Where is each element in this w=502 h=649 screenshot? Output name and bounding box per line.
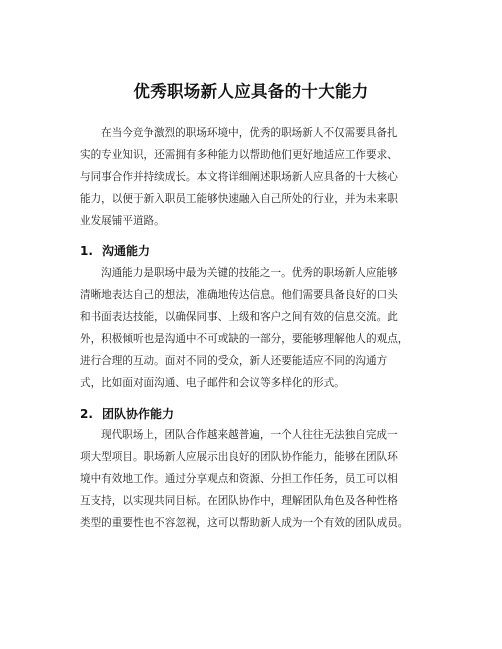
section-number: 1. [80, 244, 93, 258]
paragraph-line: 在当今竞争激烈的职场环境中，优秀的职场新人不仅需要具备扎 [101, 127, 398, 139]
paragraph-line: 进行合理的互动。面对不同的受众，新人还要能适应不同的沟通方 [80, 355, 388, 367]
paragraph-line: 和书面表达技能，以确保同事、上级和客户之间有效的信息交流。此 [80, 311, 398, 323]
paragraph-line: 境中有效地工作。通过分享观点和资源、分担工作任务，员工可以相 [80, 473, 398, 485]
paragraph-line: 沟通能力是职场中最为关键的技能之一。优秀的职场新人应能够 [101, 267, 398, 279]
paragraph-line: 实的专业知识，还需拥有多种能力以帮助他们更好地适应工作要求、 [80, 149, 398, 161]
section-paragraph-communication [80, 262, 440, 394]
section-number: 2. [80, 407, 93, 421]
section-paragraph-teamwork [80, 424, 440, 534]
section-title: 沟通能力 [102, 244, 151, 258]
paragraph-line: 与同事合作并持续成长。本文将详细阐述职场新人应具备的十大核心 [80, 171, 398, 183]
paragraph-line: 互支持，以实现共同目标。在团队协作中，理解团队角色及各种性格 [80, 495, 398, 507]
section-title: 团队协作能力 [102, 407, 175, 421]
paragraph-line: 外，积极倾听也是沟通中不可或缺的一部分，要能够理解他人的观点， [80, 333, 409, 345]
paragraph-line: 现代职场上，团队合作越来越普遍，一个人往往无法独自完成一 [101, 429, 398, 441]
intro-paragraph [80, 122, 440, 232]
page-title: 优秀职场新人应具备的十大能力 [133, 82, 369, 101]
paragraph-line: 业发展铺平道路。 [80, 215, 165, 227]
paragraph-line: 式，比如面对面沟通、电子邮件和会议等多样化的形式。 [80, 377, 345, 389]
paragraph-line: 类型的重要性也不容忽视，这可以帮助新人成为一个有效的团队成员。 [80, 517, 409, 529]
section-heading-communication [80, 242, 150, 259]
paragraph-line: 能力，以便于新入职员工能够快速融入自己所处的行业，并为未来职 [80, 193, 398, 205]
paragraph-line: 项大型项目。职场新人应展示出良好的团队协作能力，能够在团队环 [80, 451, 398, 463]
section-heading-teamwork [80, 405, 174, 422]
paragraph-line: 清晰地表达自己的想法，准确地传达信息。他们需要具备良好的口头 [80, 289, 398, 301]
